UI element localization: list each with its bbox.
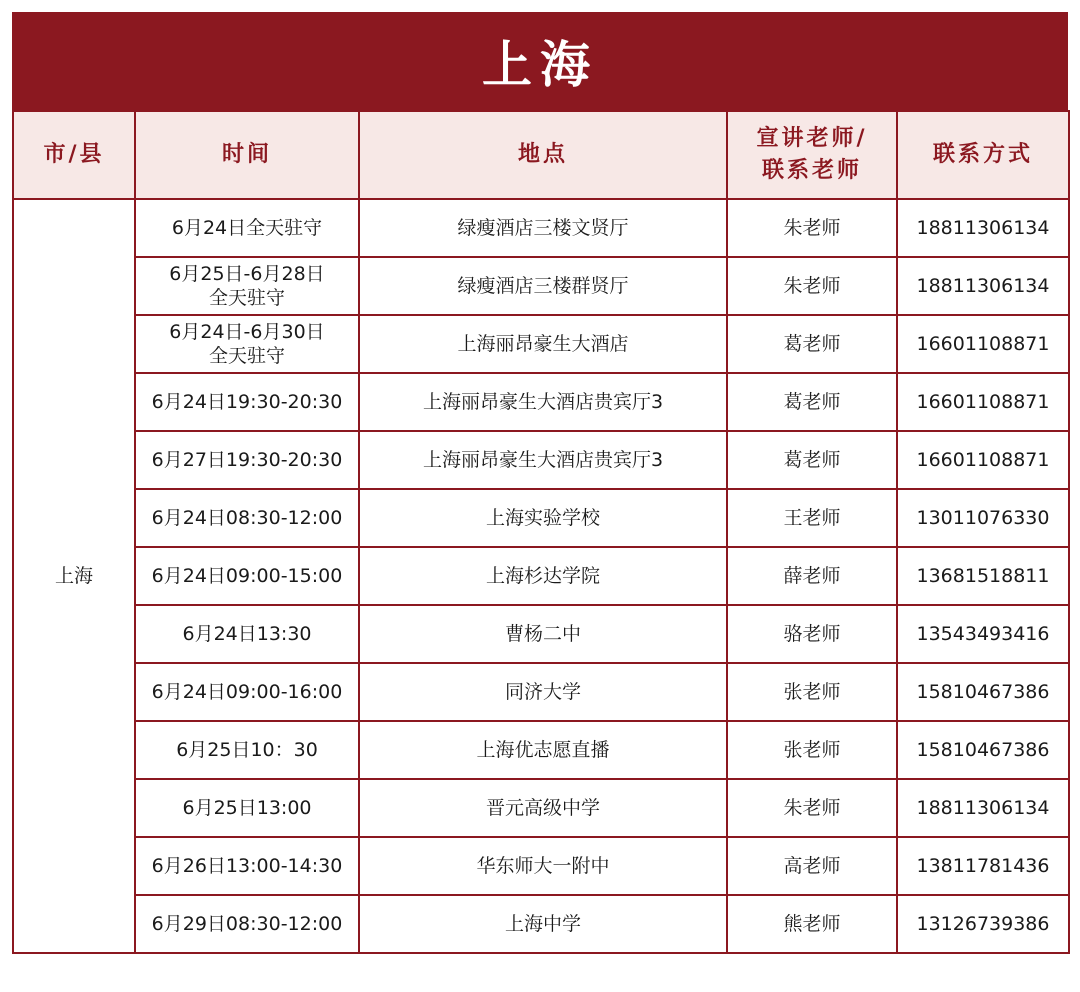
teacher-cell: 骆老师 — [727, 605, 897, 663]
phone-cell: 18811306134 — [897, 199, 1069, 257]
time-cell: 6月27日19:30-20:30 — [135, 431, 359, 489]
teacher-cell: 朱老师 — [727, 779, 897, 837]
time-cell: 6月29日08:30-12:00 — [135, 895, 359, 953]
teacher-cell: 张老师 — [727, 663, 897, 721]
place-cell: 上海丽昂豪生大酒店贵宾厅3 — [359, 373, 727, 431]
place-cell: 上海中学 — [359, 895, 727, 953]
header-city: 市/县 — [13, 111, 135, 199]
time-cell: 6月25日13:00 — [135, 779, 359, 837]
header-teacher-line2: 联系老师 — [761, 158, 862, 183]
table-row — [13, 431, 1069, 489]
phone-cell: 18811306134 — [897, 779, 1069, 837]
table-row — [13, 663, 1069, 721]
phone-cell: 18811306134 — [897, 257, 1069, 315]
phone-cell: 15810467386 — [897, 663, 1069, 721]
table-row — [13, 779, 1069, 837]
schedule-table — [12, 110, 1070, 954]
place-cell: 上海优志愿直播 — [359, 721, 727, 779]
time-cell: 6月24日全天驻守 — [135, 199, 359, 257]
time-line1: 6月25日-6月28日 — [169, 263, 325, 285]
table-row — [13, 257, 1069, 315]
time-cell: 6月24日09:00-16:00 — [135, 663, 359, 721]
teacher-cell: 朱老师 — [727, 199, 897, 257]
table-row — [13, 489, 1069, 547]
header-teacher — [727, 111, 897, 199]
phone-cell: 16601108871 — [897, 315, 1069, 373]
table-row — [13, 837, 1069, 895]
time-line1: 6月24日-6月30日 — [169, 321, 325, 343]
phone-cell: 13681518811 — [897, 547, 1069, 605]
time-line2: 全天驻守 — [208, 287, 285, 309]
time-cell: 6月24日13:30 — [135, 605, 359, 663]
teacher-cell: 葛老师 — [727, 373, 897, 431]
place-cell: 华东师大一附中 — [359, 837, 727, 895]
place-cell: 上海杉达学院 — [359, 547, 727, 605]
phone-cell: 13811781436 — [897, 837, 1069, 895]
phone-cell: 13543493416 — [897, 605, 1069, 663]
phone-cell: 16601108871 — [897, 373, 1069, 431]
place-cell: 曹杨二中 — [359, 605, 727, 663]
teacher-cell: 朱老师 — [727, 257, 897, 315]
phone-cell: 15810467386 — [897, 721, 1069, 779]
time-cell — [135, 257, 359, 315]
time-cell: 6月25日10：30 — [135, 721, 359, 779]
teacher-cell: 熊老师 — [727, 895, 897, 953]
teacher-cell: 葛老师 — [727, 431, 897, 489]
header-contact: 联系方式 — [897, 111, 1069, 199]
table-row — [13, 373, 1069, 431]
header-place: 地点 — [359, 111, 727, 199]
table-row — [13, 547, 1069, 605]
time-line2: 全天驻守 — [208, 345, 285, 367]
place-cell: 上海实验学校 — [359, 489, 727, 547]
teacher-cell: 王老师 — [727, 489, 897, 547]
place-cell: 上海丽昂豪生大酒店 — [359, 315, 727, 373]
teacher-cell: 张老师 — [727, 721, 897, 779]
table-row — [13, 605, 1069, 663]
phone-cell: 13011076330 — [897, 489, 1069, 547]
time-cell: 6月26日13:00-14:30 — [135, 837, 359, 895]
teacher-cell: 葛老师 — [727, 315, 897, 373]
city-cell: 上海 — [13, 199, 135, 953]
table-row — [13, 315, 1069, 373]
header-time: 时间 — [135, 111, 359, 199]
table-header-row — [13, 111, 1069, 199]
time-cell: 6月24日19:30-20:30 — [135, 373, 359, 431]
page-title: 上海 — [12, 12, 1068, 110]
table-row — [13, 199, 1069, 257]
time-cell: 6月24日09:00-15:00 — [135, 547, 359, 605]
phone-cell: 13126739386 — [897, 895, 1069, 953]
teacher-cell: 高老师 — [727, 837, 897, 895]
table-row — [13, 721, 1069, 779]
place-cell: 绿瘦酒店三楼文贤厅 — [359, 199, 727, 257]
place-cell: 同济大学 — [359, 663, 727, 721]
header-teacher-line1: 宣讲老师/ — [756, 126, 868, 151]
teacher-cell: 薛老师 — [727, 547, 897, 605]
place-cell: 晋元高级中学 — [359, 779, 727, 837]
place-cell: 绿瘦酒店三楼群贤厅 — [359, 257, 727, 315]
time-cell — [135, 315, 359, 373]
phone-cell: 16601108871 — [897, 431, 1069, 489]
table-row — [13, 895, 1069, 953]
time-cell: 6月24日08:30-12:00 — [135, 489, 359, 547]
place-cell: 上海丽昂豪生大酒店贵宾厅3 — [359, 431, 727, 489]
